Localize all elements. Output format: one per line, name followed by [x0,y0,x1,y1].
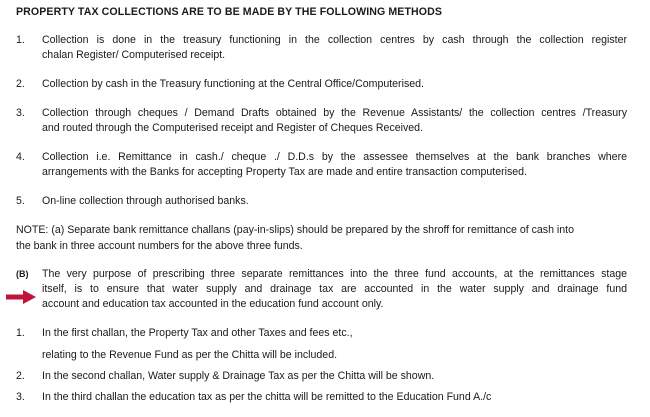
challan-1-line-1: In the first challan, the Property Tax and other Taxes and fees etc., [42,327,353,339]
method-5-line-1: On-line collection through authorised banks. [42,195,249,207]
page-heading: PROPERTY TAX COLLECTIONS ARE TO BE MADE BY THE FOLLOWING METHODS [16,6,443,18]
method-1-line-2: chalan Register/ Computerised receipt. [42,49,226,61]
challan-1-number: 1. [16,327,25,339]
method-4-number: 4. [16,151,25,163]
right-arrow-icon [6,290,36,304]
challan-3-number: 3. [16,391,25,403]
method-3-line-1: Collection through cheques / Demand Drafts obtained by the Revenue Assistants/ the collection centres /Treasury [42,107,627,119]
note-line-1: NOTE: (a) Separate bank remittance challans (pay-in-slips) should be prepared by the shroff for remittance of cash into [16,224,575,236]
point-b-line-2: itself, is to ensure that water supply and drainage tax are accounted in the water supply and drainage fund [42,283,627,295]
challan-1-line-2: relating to the Revenue Fund as per the Chitta will be included. [42,349,338,361]
method-3-number: 3. [16,107,25,119]
note-line-2: the bank in three account numbers for the above three funds. [16,240,303,252]
method-1-number: 1. [16,34,25,46]
point-b-line-3: account and education tax accounted in the education fund account only. [42,298,384,310]
method-2-line-1: Collection by cash in the Treasury functioning at the Central Office/Computerised. [42,78,424,90]
point-b-label: (B) [16,269,29,279]
method-2-number: 2. [16,78,25,90]
method-1-line-1: Collection is done in the treasury functioning in the collection centres by cash through the collection register [42,34,627,46]
challan-3-line-1: In the third challan the education tax as per the chitta will be remitted to the Education Fund A./c [42,391,492,403]
method-3-line-2: and routed through the Computerised receipt and Register of Cheques Received. [42,122,424,134]
method-5-number: 5. [16,195,25,207]
method-4-line-2: arrangements with the Banks for accepting Property Tax are made and entire transaction computerised. [42,166,528,178]
challan-2-number: 2. [16,370,25,382]
challan-2-line-1: In the second challan, Water supply & Drainage Tax as per the Chitta will be shown. [42,370,435,382]
method-4-line-1: Collection i.e. Remittance in cash./ cheque ./ D.D.s by the assessee themselves at the bank branches where [42,151,627,163]
point-b-line-1: The very purpose of prescribing three separate remittances into the three fund accounts, at the remittances stage [42,268,627,280]
